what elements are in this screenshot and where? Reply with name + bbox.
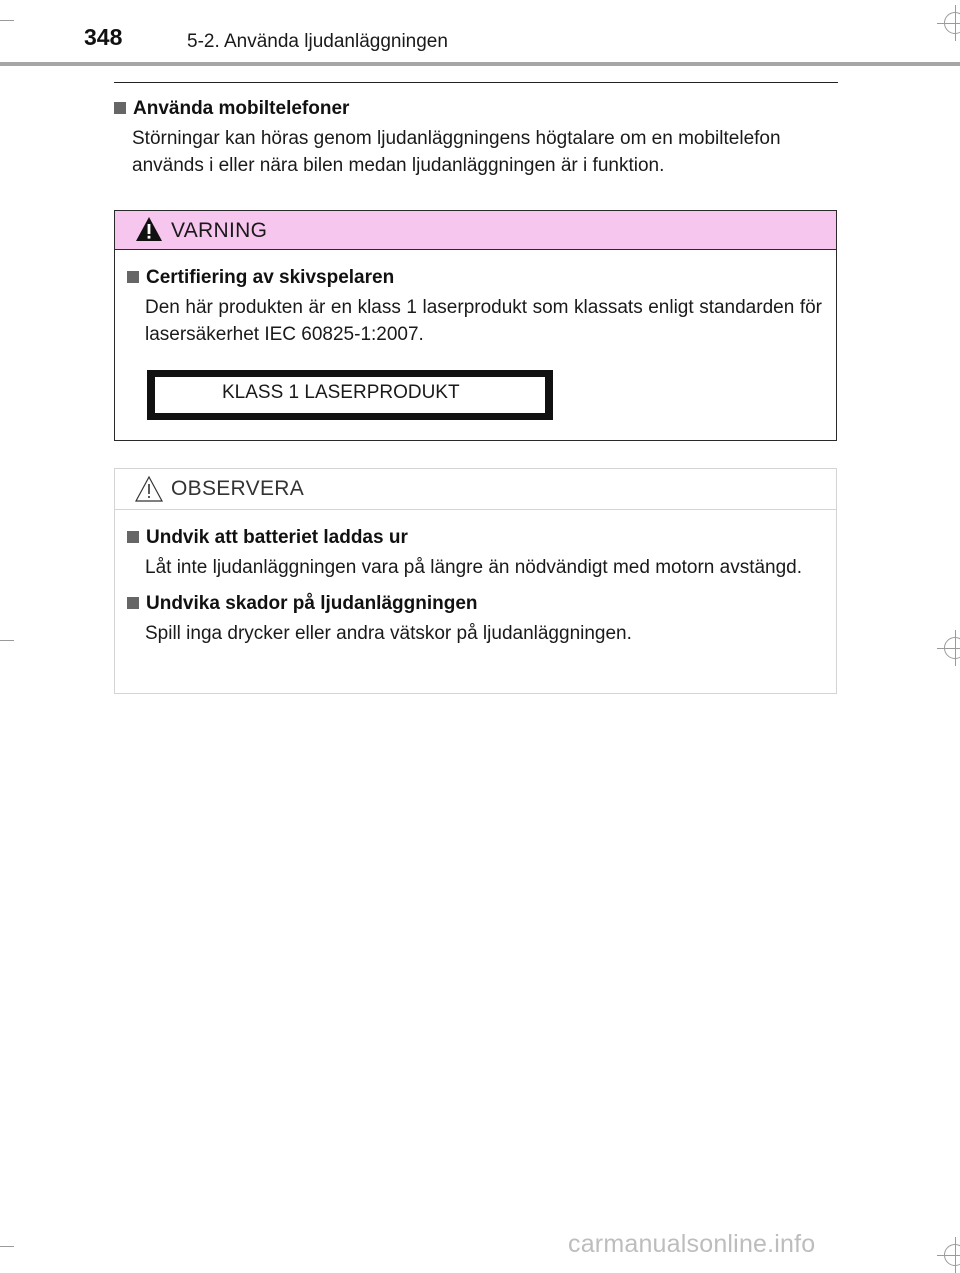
intro-section	[114, 96, 838, 179]
chapter-title: 5-2. Använda ljudanläggningen	[187, 31, 448, 52]
registration-mark-icon	[944, 637, 960, 659]
warning-box-header	[115, 211, 836, 250]
square-bullet-icon	[127, 597, 139, 609]
header-rule	[0, 62, 960, 66]
section-body: Störningar kan höras genom ljudanläggningens högtalare om en mobiltelefon används i eller nära bilen medan ljudanläggningen är i funktion.	[132, 128, 781, 176]
item-heading	[127, 525, 822, 551]
warning-triangle-icon	[135, 215, 163, 243]
item-body: Den här produkten är en klass 1 laserprodukt som klassats enligt standarden för lasersäkerhet IEC 60825-1:2007.	[145, 297, 822, 345]
item-heading-text: Undvik att batteriet laddas ur	[146, 527, 408, 548]
caution-triangle-icon	[135, 475, 163, 503]
warning-box	[114, 210, 837, 441]
item-heading-text: Certifiering av skivspelaren	[146, 267, 395, 288]
item-body: Låt inte ljudanläggningen vara på längre än nödvändigt med motorn avstängd.	[145, 557, 803, 578]
list-item	[127, 525, 822, 581]
section-divider	[114, 82, 838, 83]
page-number: 348	[84, 24, 123, 50]
section-heading	[114, 96, 838, 122]
item-heading	[127, 265, 822, 291]
section-heading-text: Använda mobiltelefoner	[133, 98, 350, 119]
item-heading	[127, 591, 822, 617]
square-bullet-icon	[114, 102, 126, 114]
item-body: Spill inga drycker eller andra vätskor på ljudanläggningen.	[145, 623, 632, 644]
page-header	[0, 0, 960, 66]
watermark: carmanualsonline.info	[568, 1230, 816, 1258]
laser-product-label	[147, 370, 553, 420]
laser-product-label-text: KLASS 1 LASERPRODUKT	[155, 377, 545, 413]
list-item	[127, 591, 822, 647]
list-item	[127, 265, 822, 348]
square-bullet-icon	[127, 271, 139, 283]
caution-box	[114, 468, 837, 694]
caution-box-title: OBSERVERA	[171, 477, 305, 500]
warning-box-title: VARNING	[171, 219, 268, 242]
item-heading-text: Undvika skador på ljudanläggningen	[146, 593, 478, 614]
square-bullet-icon	[127, 531, 139, 543]
crop-mark	[0, 1246, 14, 1247]
caution-box-header	[115, 469, 836, 510]
warning-box-body	[115, 250, 836, 420]
caution-box-body	[115, 510, 836, 647]
crop-mark	[0, 640, 14, 641]
